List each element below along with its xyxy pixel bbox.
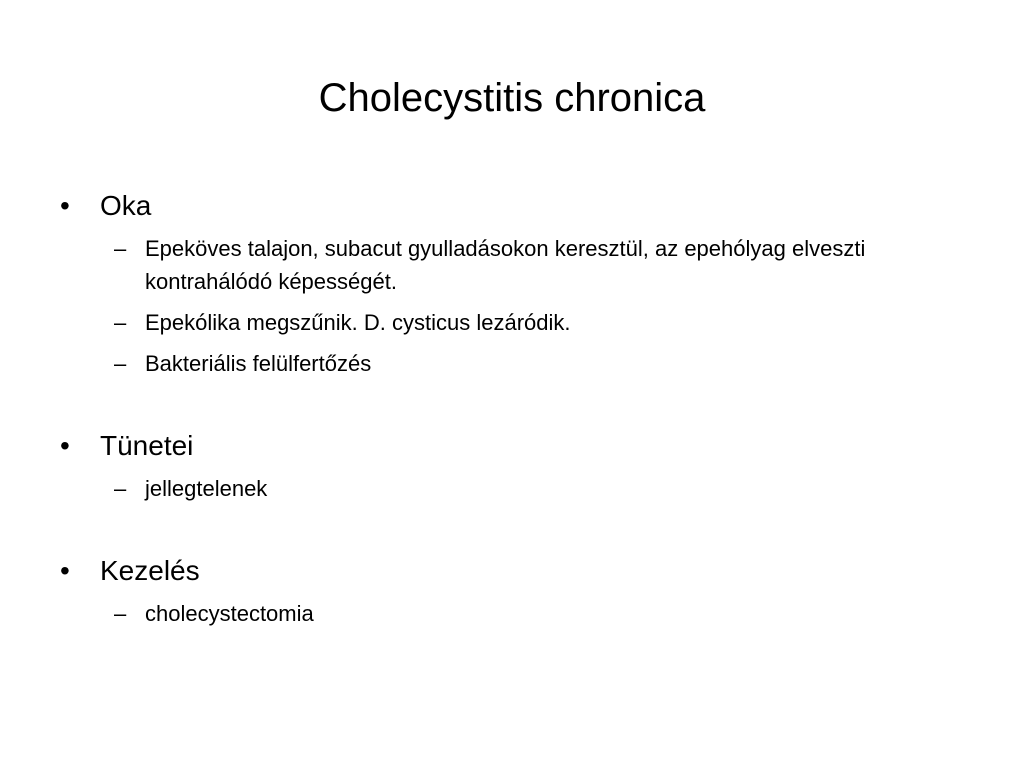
sub-item-text: jellegtelenek [145, 476, 268, 501]
bullet-item [60, 182, 980, 230]
bullet-icon: • [60, 430, 70, 461]
section-kezeles [60, 547, 980, 630]
sub-item-text: Bakteriális felülfertőzés [145, 351, 372, 376]
bullet-icon: • [60, 190, 70, 221]
section-tunetei [60, 422, 980, 505]
sub-list [60, 232, 980, 380]
sub-item-text: Epekólika megszűnik. D. cysticus lezáródik. [145, 310, 571, 335]
sub-item [60, 232, 980, 298]
bullet-item [60, 422, 980, 470]
sub-item [60, 347, 980, 380]
sub-item [60, 306, 980, 339]
bullet-item [60, 547, 980, 595]
slide-content [60, 182, 980, 638]
bullet-heading: Tünetei [100, 430, 194, 461]
sub-list [60, 597, 980, 630]
dash-icon: – [114, 476, 127, 501]
dash-icon: – [114, 601, 127, 626]
sub-item-text: cholecystectomia [145, 601, 314, 626]
dash-icon: – [114, 351, 127, 376]
bullet-heading: Kezelés [100, 555, 200, 586]
section-oka [60, 182, 980, 380]
slide-title: Cholecystitis chronica [318, 76, 706, 120]
dash-icon: – [114, 236, 127, 261]
dash-icon: – [114, 310, 127, 335]
bullet-icon: • [60, 555, 70, 586]
sub-item [60, 472, 980, 505]
sub-list [60, 472, 980, 505]
sub-item-text: Epeköves talajon, subacut gyulladásokon keresztül, az epehólyag elveszti kontrahálódó képességét. [145, 236, 866, 294]
bullet-heading: Oka [100, 190, 152, 221]
sub-item [60, 597, 980, 630]
